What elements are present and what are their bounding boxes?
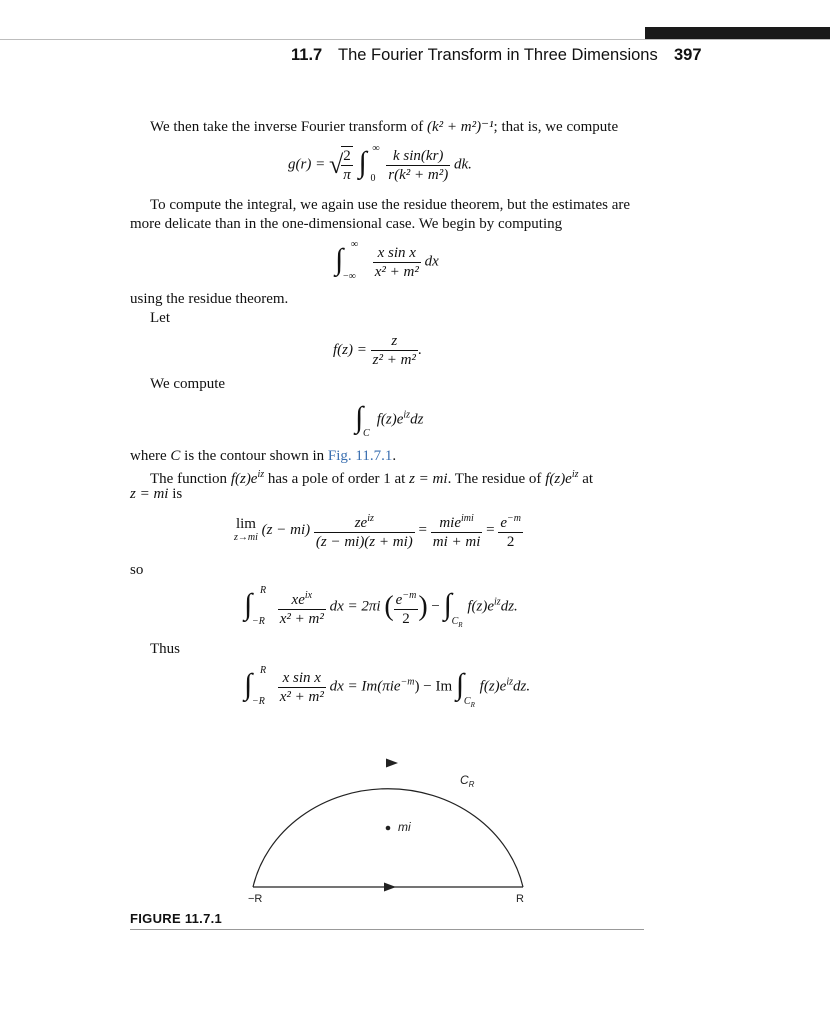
eq1-lower: 0 [370, 173, 376, 184]
paragraph-7-line-1 [150, 465, 593, 489]
eq7-body: f(z)e [479, 678, 507, 695]
paragraph-6 [130, 446, 396, 466]
eq2-den: x² + m² [374, 263, 419, 280]
eq5-num3: $e^{-m}$ [498, 510, 523, 533]
page-number: 397 [674, 46, 702, 64]
eq6-paren-fraction [394, 587, 419, 628]
figure-link[interactable]: Fig. 11.7.1 [327, 448, 393, 464]
paragraph-1 [150, 117, 618, 137]
eq6-sup: iz [494, 596, 501, 608]
eq6-contour-integral: ∫ $C_R$ [443, 588, 463, 629]
eq3-fraction [371, 332, 418, 369]
p6-a: where [130, 448, 167, 464]
pole-point [386, 826, 391, 831]
equation-contour-integral [355, 400, 423, 440]
eq4-tail: dz [410, 411, 424, 428]
p7-c: . The residue of [447, 471, 542, 487]
equation-contour-split: ∫ R −R $\frac{xe^{ix}}{\text{x² + m²}}$ dx = 2πi ( $\frac{e^{-m}}{2}$ ) − ∫ $C_R$ $f(z)e^{iz}dz$. [244, 585, 518, 629]
eq6-integral: ∫ R −R [244, 585, 267, 627]
p6-b: is the contour shown in [184, 448, 325, 464]
paragraph-4: Let [150, 310, 170, 326]
eq3-num: z [371, 332, 418, 351]
eq1-num: k sin(kr) [386, 147, 450, 166]
eq6-pnum: $e^{-m}$ [394, 587, 419, 610]
p6-end: . [392, 448, 397, 464]
eq7-mid: dx = Im(πie [329, 678, 401, 695]
section-number: 11.7 [291, 46, 323, 64]
p7-sup2: iz [571, 469, 579, 480]
eq1-fraction [386, 147, 450, 184]
p1-end: ; that is, we compute [493, 119, 619, 135]
eq5-fraction-1 [314, 510, 415, 551]
eq6-minus: − [431, 598, 440, 615]
p7-d: at [582, 471, 594, 487]
running-header [0, 44, 830, 68]
eq5-fraction-3 [498, 510, 523, 551]
paragraph-3: using the residue theorem. [130, 291, 289, 307]
header-bar [645, 27, 830, 39]
figure-caption: FIGURE 11.7.1 [130, 911, 223, 926]
eq6-lower: −R [252, 616, 265, 627]
eq1-sqrt-num: 2 [341, 147, 353, 166]
eq6-tail: dz. [500, 598, 518, 615]
eq1-sqrt: √ $\frac{2}{\pi}$ [328, 148, 351, 183]
paragraph-9: Thus [150, 641, 180, 657]
eq5-den2: mi + mi [432, 534, 481, 550]
p7-f: f(z)e [230, 471, 258, 487]
eq6-pden: 2 [402, 610, 410, 627]
p7-z2: z = mi [130, 486, 169, 502]
eq7-lower: −R [252, 696, 265, 707]
eq1-integral: ∫ ∞ 0 [358, 143, 380, 184]
eq7-tail: dz. [513, 678, 531, 695]
equation-f-of-z [333, 332, 422, 369]
eq1-sqrt-den: π [343, 167, 351, 183]
p7-z: z = mi [409, 471, 448, 487]
eq2-lower: −∞ [343, 271, 356, 282]
eq2-fraction [373, 244, 421, 281]
eq7-mid-sup: −m [400, 676, 415, 688]
eq5-lim: lim [235, 515, 256, 532]
eq1-tail: dk. [453, 156, 472, 173]
eq7-contour-integral: ∫ $C_R$ [455, 668, 475, 709]
eq5-num2: mie$^{imi}$ [431, 510, 483, 533]
section-title: The Fourier Transform in Three Dimensions [338, 46, 658, 64]
eq7-sup: iz [506, 676, 513, 688]
eq4-integral: ∫ C [355, 401, 370, 439]
eq6-den: x² + m² [279, 610, 324, 627]
label-cr: $C_R$ [460, 773, 475, 789]
eq6-num: $xe^{ix}$ [278, 587, 326, 610]
contour-figure [240, 755, 540, 905]
figure-rule [130, 929, 644, 930]
eq5-eq2: = [486, 521, 495, 538]
label-r: R [516, 893, 524, 905]
eq7-upper: R [260, 665, 267, 676]
eq7-integral: ∫ R −R [244, 665, 267, 707]
eq3-lhs: f(z) = [333, 341, 367, 358]
paragraph-2-line-2: more delicate than in the one-dimensional case. We begin by computing [130, 216, 563, 232]
eq1-lhs: g(r) = [288, 156, 326, 173]
eq3-tail: . [417, 341, 422, 358]
eq5-factor: (z − mi) [261, 521, 311, 538]
eq6-body: f(z)e [467, 598, 495, 615]
paragraph-8: so [130, 562, 144, 578]
eq7-num: x sin x [278, 669, 326, 688]
equation-residue [234, 510, 523, 551]
eq3-den: z² + m² [372, 352, 416, 368]
label-neg-r: −R [248, 893, 263, 905]
eq2-num: x sin x [373, 244, 421, 263]
axis-direction-arrow [384, 883, 396, 892]
p1-math: (k² + m²)⁻¹ [427, 119, 494, 135]
p7-b: has a pole of order 1 at [267, 471, 406, 487]
eq6-upper: R [260, 585, 267, 596]
eq7-sub: $C_R$ [463, 696, 475, 709]
eq7-den: x² + m² [279, 688, 324, 705]
eq7-fraction [278, 669, 326, 706]
p6-c: C [170, 448, 181, 464]
eq6-mid: dx = 2πi [329, 598, 381, 615]
eq1-upper: ∞ [372, 143, 380, 154]
eq1-den: r(k² + m²) [388, 166, 449, 183]
eq7-mid-end: ) − Im [414, 678, 453, 695]
semicircle-arc [253, 789, 523, 887]
eq5-den1: (z − mi)(z + mi) [315, 534, 413, 550]
eq4-body: f(z)e [376, 411, 404, 428]
eq2-integral: ∫ ∞ −∞ [335, 239, 359, 282]
equation-integral-xsinx [335, 240, 439, 284]
eq2-tail: dx [424, 253, 439, 270]
p7-a: The function [150, 471, 228, 487]
header-rule [0, 39, 830, 40]
eq5-limit [234, 517, 258, 545]
p7-f2: f(z)e [545, 471, 572, 487]
paragraph-7-line-2 [130, 484, 182, 504]
label-mi: mi [398, 820, 411, 834]
eq5-den3: 2 [506, 534, 515, 550]
p7-sup: iz [257, 469, 265, 480]
equation-imaginary-part [244, 665, 530, 709]
p1-text: We then take the inverse Fourier transform of [150, 119, 424, 135]
equation-g-of-r [288, 145, 472, 185]
eq5-fraction-2 [431, 510, 483, 551]
eq2-upper: ∞ [351, 239, 359, 250]
paragraph-5: We compute [150, 376, 226, 392]
eq6-fraction [278, 587, 326, 628]
eq6-sub: $C_R$ [451, 616, 463, 629]
p7-is: is [172, 486, 183, 502]
eq5-eq: = [418, 521, 427, 538]
eq5-lim-sub: z→mi [234, 531, 258, 543]
eq4-sub: C [363, 428, 370, 439]
arc-direction-arrow [386, 759, 398, 768]
eq5-num1: $ze^{iz}$ [314, 510, 415, 533]
paragraph-2-line-1: To compute the integral, we again use the residue theorem, but the estimates are [150, 197, 631, 213]
eq4-sup: iz [403, 409, 411, 421]
